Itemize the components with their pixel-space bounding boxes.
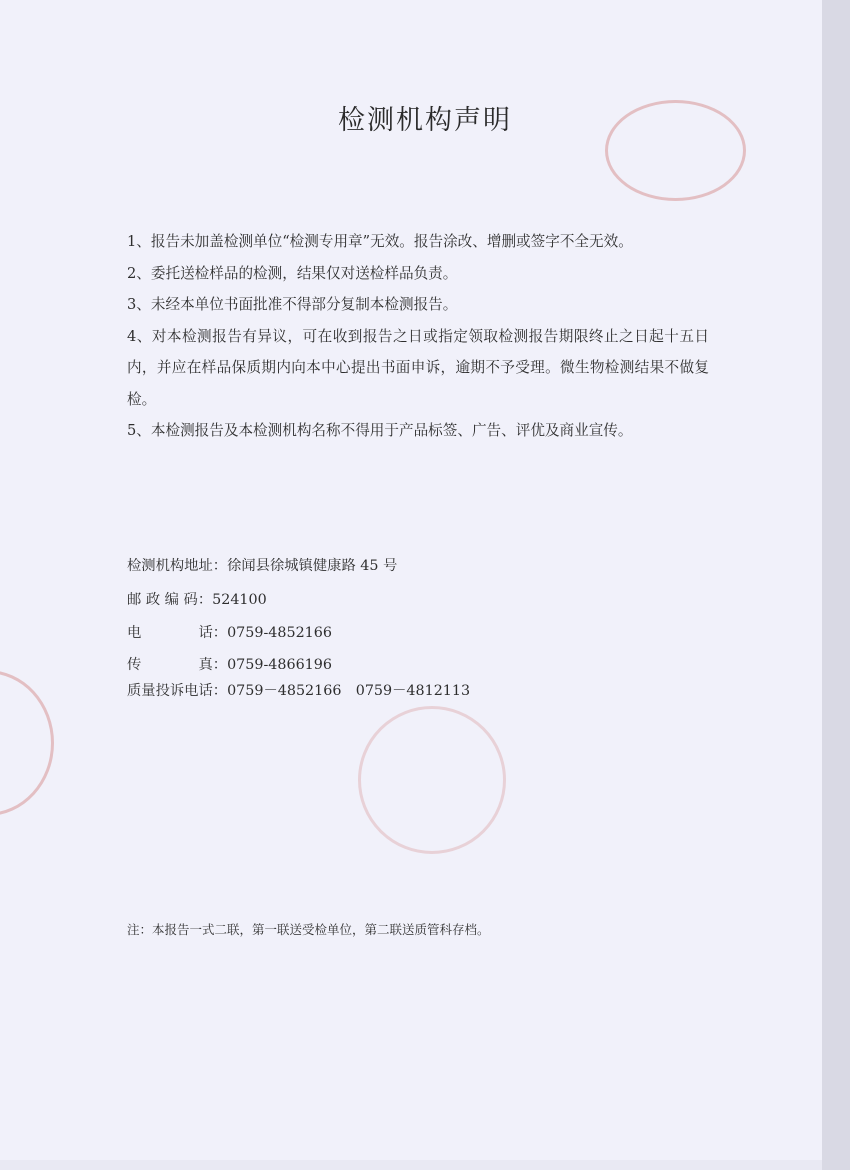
round-official-seal xyxy=(358,706,506,854)
show-through-line-1 xyxy=(150,160,546,204)
address-row xyxy=(127,555,397,575)
page-title: 检测机构声明 xyxy=(338,105,512,136)
statement-item-3: 3、未经本单位书面批准不得部分复制本检测报告。 xyxy=(127,296,458,313)
scanner-edge xyxy=(822,0,850,1170)
fax-row xyxy=(127,654,332,674)
left-edge-stamp xyxy=(0,670,54,816)
statement-item-1: 1、报告未加盖检测单位“检测专用章”无效。报告涂改、增删或签字不全无效。 xyxy=(127,233,633,250)
phone-row xyxy=(127,622,332,642)
statement-item-4: 4、对本检测报告有异议，可在收到报告之日或指定领取检测报告期限终止之日起十五日内，并应在样品保质期内向本中心提出书面申诉，逾期不予受理。微生物检测结果不做复检。 xyxy=(127,327,709,408)
statement-list xyxy=(127,226,709,447)
statement-item-2: 2、委托送检样品的检测，结果仅对送检样品负责。 xyxy=(127,264,458,282)
address-label: 检测机构地址： xyxy=(127,558,228,574)
postcode-value: 524100 xyxy=(212,592,267,608)
postcode-row xyxy=(127,589,267,609)
postcode-label: 邮 政 编 码： xyxy=(127,592,213,608)
phone-value: 0759-4852166 xyxy=(227,625,332,641)
footer-note: 注：本报告一式二联，第一联送受检单位，第二联送质管科存档。 xyxy=(127,922,490,937)
complaint-label: 质量投诉电话： xyxy=(127,683,228,699)
complaint-value: 0759－4852166 0759－4812113 xyxy=(227,683,471,699)
statement-item-5: 5、本检测报告及本检测机构名称不得用于产品标签、广告、评优及商业宣传。 xyxy=(127,422,633,439)
fax-label: 传 真： xyxy=(127,657,228,673)
address-value: 徐闻县徐城镇健康路 45 号 xyxy=(227,558,398,574)
phone-label: 电 话： xyxy=(127,625,228,641)
complaint-row xyxy=(127,680,470,700)
fax-value: 0759-4866196 xyxy=(227,657,332,673)
